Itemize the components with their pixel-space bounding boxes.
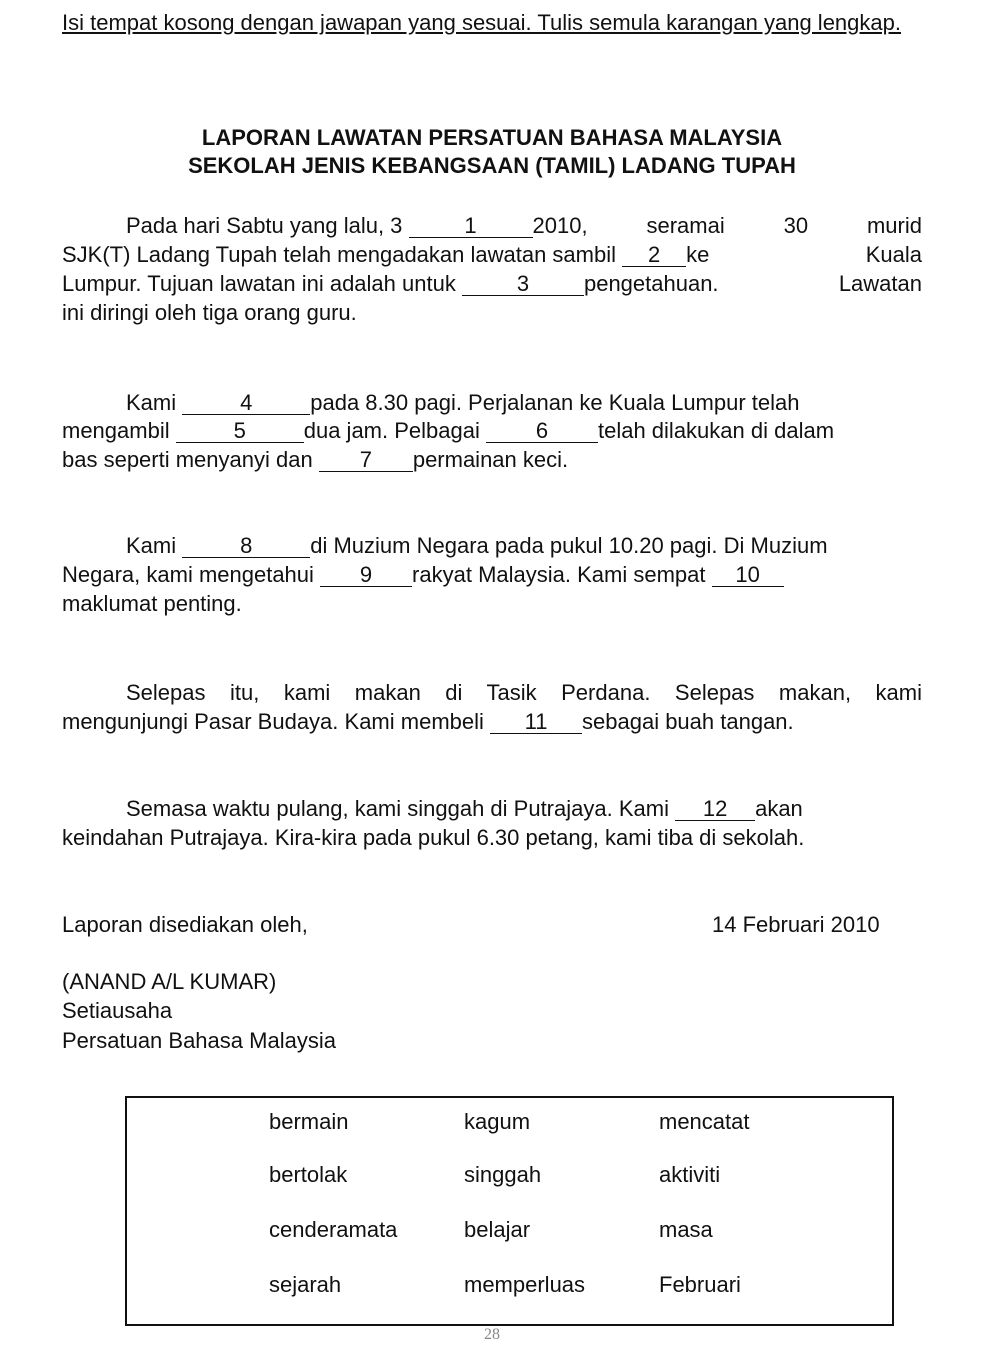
paragraph-5-line-1: [62, 794, 922, 824]
word-bank-item: singgah: [464, 1162, 542, 1187]
p4-text: sebagai buah tangan.: [582, 709, 794, 734]
word-bank-box: [125, 1096, 894, 1326]
prepared-by-label: Laporan disediakan oleh,: [62, 912, 308, 937]
paragraph-4-line-2: [62, 707, 922, 737]
report-title-line-2: SEKOLAH JENIS KEBANGSAAN (TAMIL) LADANG TUPAH: [188, 153, 796, 178]
p1-text: 30: [783, 213, 809, 238]
p3-text: Negara, kami mengetahui: [62, 562, 314, 587]
p2-text: dua jam. Pelbagai: [303, 418, 480, 443]
word-bank-item: mencatat: [659, 1109, 750, 1134]
instruction-text: Isi tempat kosong dengan jawapan yang sesuai. Tulis semula karangan yang lengkap.: [62, 10, 901, 35]
p1-text: SJK(T) Ladang Tupah telah mengadakan lawatan sambil: [62, 242, 617, 267]
p1-text: Pada hari Sabtu yang lalu, 3: [126, 213, 403, 238]
blank-9[interactable]: 9: [320, 564, 412, 587]
author-role: Setiausaha: [62, 998, 173, 1023]
author-organization: Persatuan Bahasa Malaysia: [62, 1028, 336, 1053]
word-bank-item: Februari: [659, 1272, 741, 1297]
p2-text: pada 8.30 pagi. Perjalanan ke Kuala Lumpur telah: [310, 390, 800, 415]
p1-text: Lawatan: [838, 271, 922, 296]
p2-text: permainan keci.: [412, 447, 569, 472]
word-bank-item: cenderamata: [269, 1217, 398, 1242]
word-bank-item: kagum: [464, 1109, 531, 1134]
paragraph-3-line-3: maklumat penting.: [62, 591, 242, 616]
blank-11[interactable]: 11: [490, 711, 582, 734]
paragraph-5-line-2: keindahan Putrajaya. Kira-kira pada pukul 6.30 petang, kami tiba di sekolah.: [62, 825, 805, 850]
report-title-line-1: LAPORAN LAWATAN PERSATUAN BAHASA MALAYSIA: [201, 125, 783, 150]
p2-text: Kami: [126, 390, 177, 415]
p4-text: mengunjungi Pasar Budaya. Kami membeli: [62, 709, 484, 734]
blank-1[interactable]: 1: [409, 215, 533, 238]
paragraph-1-line-1: [62, 211, 922, 241]
p1-text: murid: [866, 213, 922, 238]
blank-12[interactable]: 12: [675, 798, 755, 821]
p2-text: bas seperti menyanyi dan: [62, 447, 313, 472]
blank-8[interactable]: 8: [182, 535, 310, 558]
p1-text: 2010,: [532, 213, 588, 238]
word-bank-item: bertolak: [269, 1162, 348, 1187]
author-name: (ANAND A/L KUMAR): [62, 969, 277, 994]
word-bank-item: belajar: [464, 1217, 531, 1242]
word-bank-item: sejarah: [269, 1272, 342, 1297]
report-date: 14 Februari 2010: [712, 912, 880, 937]
p2-text: mengambil: [62, 418, 170, 443]
blank-6[interactable]: 6: [486, 420, 598, 443]
paragraph-3-line-1: [62, 531, 922, 561]
paragraph-1-line-3: [62, 269, 922, 299]
paragraph-2-line-3: [62, 445, 922, 475]
p2-text: telah dilakukan di dalam: [597, 418, 835, 443]
p1-text: pengetahuan.: [583, 271, 719, 296]
p1-text: Kuala: [865, 242, 922, 267]
blank-5[interactable]: 5: [176, 420, 304, 443]
paragraph-2-line-1: [62, 388, 922, 418]
page-number: 28: [484, 1326, 500, 1343]
p1-text: ke: [686, 242, 710, 267]
paragraph-4-line-1: Selepas itu, kami makan di Tasik Perdana. Selepas makan, kami: [126, 680, 922, 705]
blank-2[interactable]: 2: [622, 244, 686, 267]
paragraph-1-line-4: ini diringi oleh tiga orang guru.: [62, 300, 357, 325]
word-bank-item: masa: [659, 1217, 713, 1242]
paragraph-3-line-2: [62, 560, 922, 590]
blank-3[interactable]: 3: [462, 273, 584, 296]
p1-text: Lumpur. Tujuan lawatan ini adalah untuk: [62, 271, 456, 296]
word-bank-item: memperluas: [464, 1272, 586, 1297]
p3-text: di Muzium Negara pada pukul 10.20 pagi. Di Muzium: [310, 533, 828, 558]
blank-4[interactable]: 4: [182, 392, 310, 415]
p5-text: Semasa waktu pulang, kami singgah di Putrajaya. Kami: [126, 796, 669, 821]
paragraph-2-line-2: [62, 416, 922, 446]
p3-text: rakyat Malaysia. Kami sempat: [412, 562, 706, 587]
p5-text: akan: [755, 796, 803, 821]
blank-10[interactable]: 10: [712, 564, 784, 587]
blank-7[interactable]: 7: [319, 449, 413, 472]
word-bank-item: aktiviti: [659, 1162, 721, 1187]
p3-text: Kami: [126, 533, 177, 558]
paragraph-1-line-2: [62, 240, 922, 270]
p1-text: seramai: [646, 213, 725, 238]
word-bank-item: bermain: [269, 1109, 349, 1134]
